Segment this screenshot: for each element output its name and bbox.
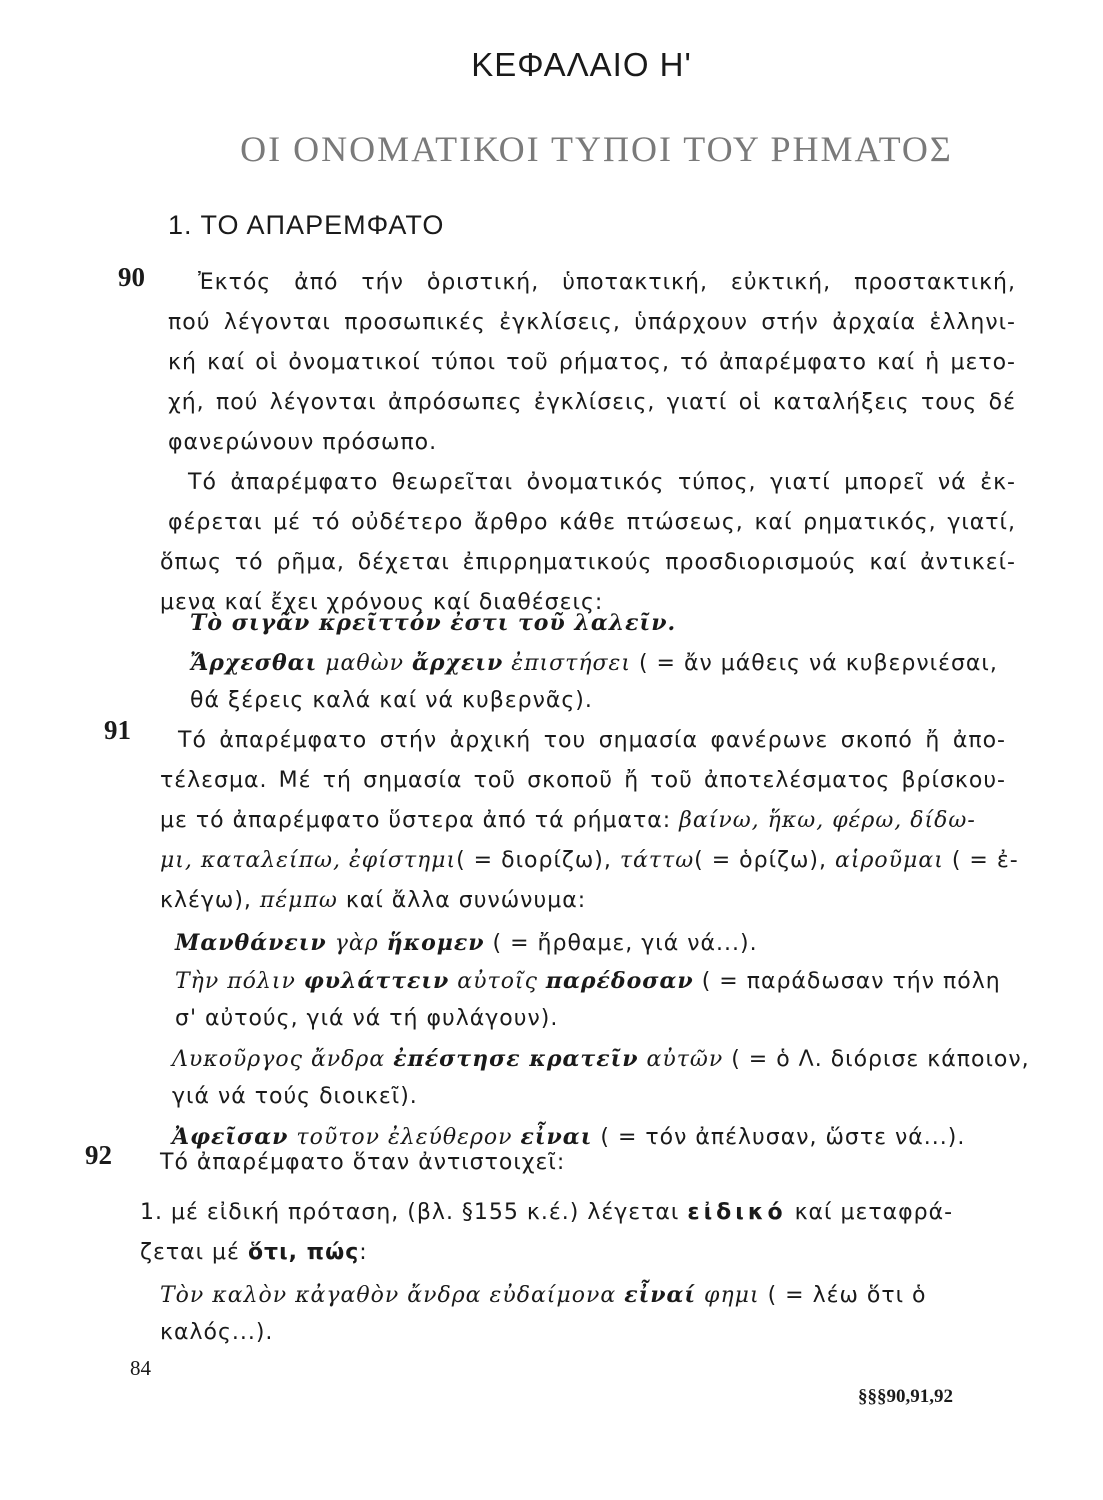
p91-example-continued: γιά νά τούς διοικεῖ). [172,1084,418,1109]
example-word: ἄρχειν [411,650,504,676]
p90-line: μενα καί ἔχει χρόνους καί διαθέσεις: [160,590,604,615]
verb-list: πέμπω [259,888,338,913]
example-word: αὐτοῖς [449,969,546,994]
example-translation: ( = ἤρθαμε, γιά νά...). [484,931,758,956]
example-word: φημι [696,1283,760,1308]
verb-list: αἱροῦμαι [835,848,944,873]
example-word: εἶναί [624,1282,697,1308]
example-word: γὰρ [326,931,387,956]
chapter-title: ΟΙ ΟΝΟΜΑΤΙΚΟΙ ΤΥΠΟΙ ΤΟΥ ΡΗΜΑΤΟΣ [240,129,953,169]
p90-example: Τὸ σιγᾶν κρεῖττόν ἐστι τοῦ λαλεῖν. [190,610,677,636]
p92-example [160,1282,927,1308]
text-run: ζεται μέ [140,1240,248,1265]
example-word: ἥκομεν [386,930,485,956]
example-word: μαθὼν [317,651,412,676]
p90-line: πού λέγονται προσωπικές ἐγκλίσεις, ὑπάρχουν στήν ἀρχαία ἑλληνι- [168,310,1016,335]
p91-example [175,930,758,956]
p90-line: χή, πού λέγονται ἀπρόσωπες ἐγκλίσεις, γιατί οἱ καταλήξεις τους δέ [168,390,1016,415]
example-word: Λυκοῦργος ἄνδρα [172,1047,394,1072]
p91-line [160,808,976,833]
p90-line: φέρεται μέ τό οὐδέτερο ἄρθρο κάθε πτώσεως, καί ρηματικός, γιατί, [168,510,1016,535]
example-translation: ( = ἄν μάθεις νά κυβερνιέσαι, [630,651,998,676]
text-run: ( = διορίζω), [456,848,620,873]
term-emphasis: εἰδικό [687,1200,787,1225]
example-word: Μανθάνειν [175,930,327,956]
paragraph-number-91: 91 [104,715,131,745]
p91-line: Τό ἀπαρέμφατο στήν ἀρχική του σημασία φανέρωνε σκοπό ἤ ἀπο- [178,728,1006,753]
example-translation: ( = τόν ἀπέλυσαν, ὥστε νά...). [592,1125,966,1150]
p91-example [175,968,1001,994]
example-word: Ἄρχεσθαι [190,650,318,676]
example-word: Ἀφεῖσαν [172,1124,289,1150]
text-run: ( = ὁρίζω), [694,848,836,873]
text-run: κλέγω), [160,888,260,913]
p91-example-continued: σ' αὐτούς, γιά νά τή φυλάγουν). [175,1006,559,1031]
p90-line: ὅπως τό ρῆμα, δέχεται ἐπιρρηματικούς προσδιορισμούς καί ἀντικεί- [160,550,1016,575]
p91-example [172,1046,1030,1072]
page-number: 84 [130,1356,151,1380]
p90-line: κή καί οἱ ὀνοματικοί τύποι τοῦ ρήματος, τό ἀπαρέμφατο καί ἡ μετο- [168,350,1016,375]
p91-example [172,1124,965,1150]
verb-list: βαίνω, ἥκω, φέρω, δίδω- [679,808,976,833]
p90-line: φανερώνουν πρόσωπο. [168,430,438,455]
section-reference: §§§90,91,92 [858,1386,953,1407]
paragraph-number-92: 92 [85,1140,112,1170]
example-word: φυλάττειν [303,968,450,994]
example-translation: ( = παράδωσαν τήν πόλη [693,969,1001,994]
text-run: : [359,1240,368,1265]
text-run: καί μεταφρά- [786,1200,954,1225]
p91-line: τέλεσμα. Μέ τή σημασία τοῦ σκοποῦ ἤ τοῦ ἀποτελέσματος βρίσκου- [160,768,1006,793]
text-run: 1. μέ εἰδική πρόταση, (βλ. §155 κ.έ.) λέγεται [140,1200,688,1225]
chapter-heading: ΚΕΦΑΛΑΙΟ Η' [471,46,692,83]
section-heading: 1. ΤΟ ΑΠΑΡΕΜΦΑΤΟ [168,210,445,240]
p92-example-continued: καλός...). [160,1320,274,1345]
example-word: παρέδοσαν [545,968,694,994]
text-run: καί ἄλλα συνώνυμα: [337,888,587,913]
example-word: Τὴν πόλιν [175,969,304,994]
example-translation: ( = ὁ Λ. διόρισε κάποιον, [723,1047,1030,1072]
p91-line [160,888,586,913]
verb-list: τάττω [619,848,695,873]
example-word: Τὸν καλὸν κἀγαθὸν ἄνδρα εὐδαίμονα [160,1283,625,1308]
example-word: τοῦτον ἐλεύθερον [288,1125,521,1150]
p90-example-continued: θά ξέρεις καλά καί νά κυβερνᾶς). [190,688,593,713]
example-word: εἶναι [520,1124,593,1150]
term-emphasis: ὅτι, πώς [247,1240,360,1265]
text-run: με τό ἀπαρέμφατο ὕστερα ἀπό τά ρήματα: [160,808,680,833]
example-word: ἐπέστησε κρατεῖν [393,1046,639,1072]
example-word: ἐπιστήσει [503,651,631,676]
p90-line: Τό ἀπαρέμφατο θεωρεῖται ὀνοματικός τύπος, γιατί μπορεῖ νά ἐκ- [188,470,1016,495]
p90-example [190,650,998,676]
p92-line: Τό ἀπαρέμφατο ὅταν ἀντιστοιχεῖ: [160,1150,566,1175]
example-translation: ( = λέω ὅτι ὁ [759,1283,927,1308]
example-word: αὐτῶν [638,1047,724,1072]
text-run: ( = ἐ- [943,848,1019,873]
p90-line: Ἐκτός ἀπό τήν ὁριστική, ὑποτακτική, εὐκτική, προστακτική, [198,270,1016,295]
paragraph-number-90: 90 [118,262,145,292]
p92-line [140,1240,368,1265]
verb-list: μι, καταλείπω, ἐφίστημι [160,848,457,873]
p92-line [140,1200,953,1225]
p91-line [160,848,1019,873]
